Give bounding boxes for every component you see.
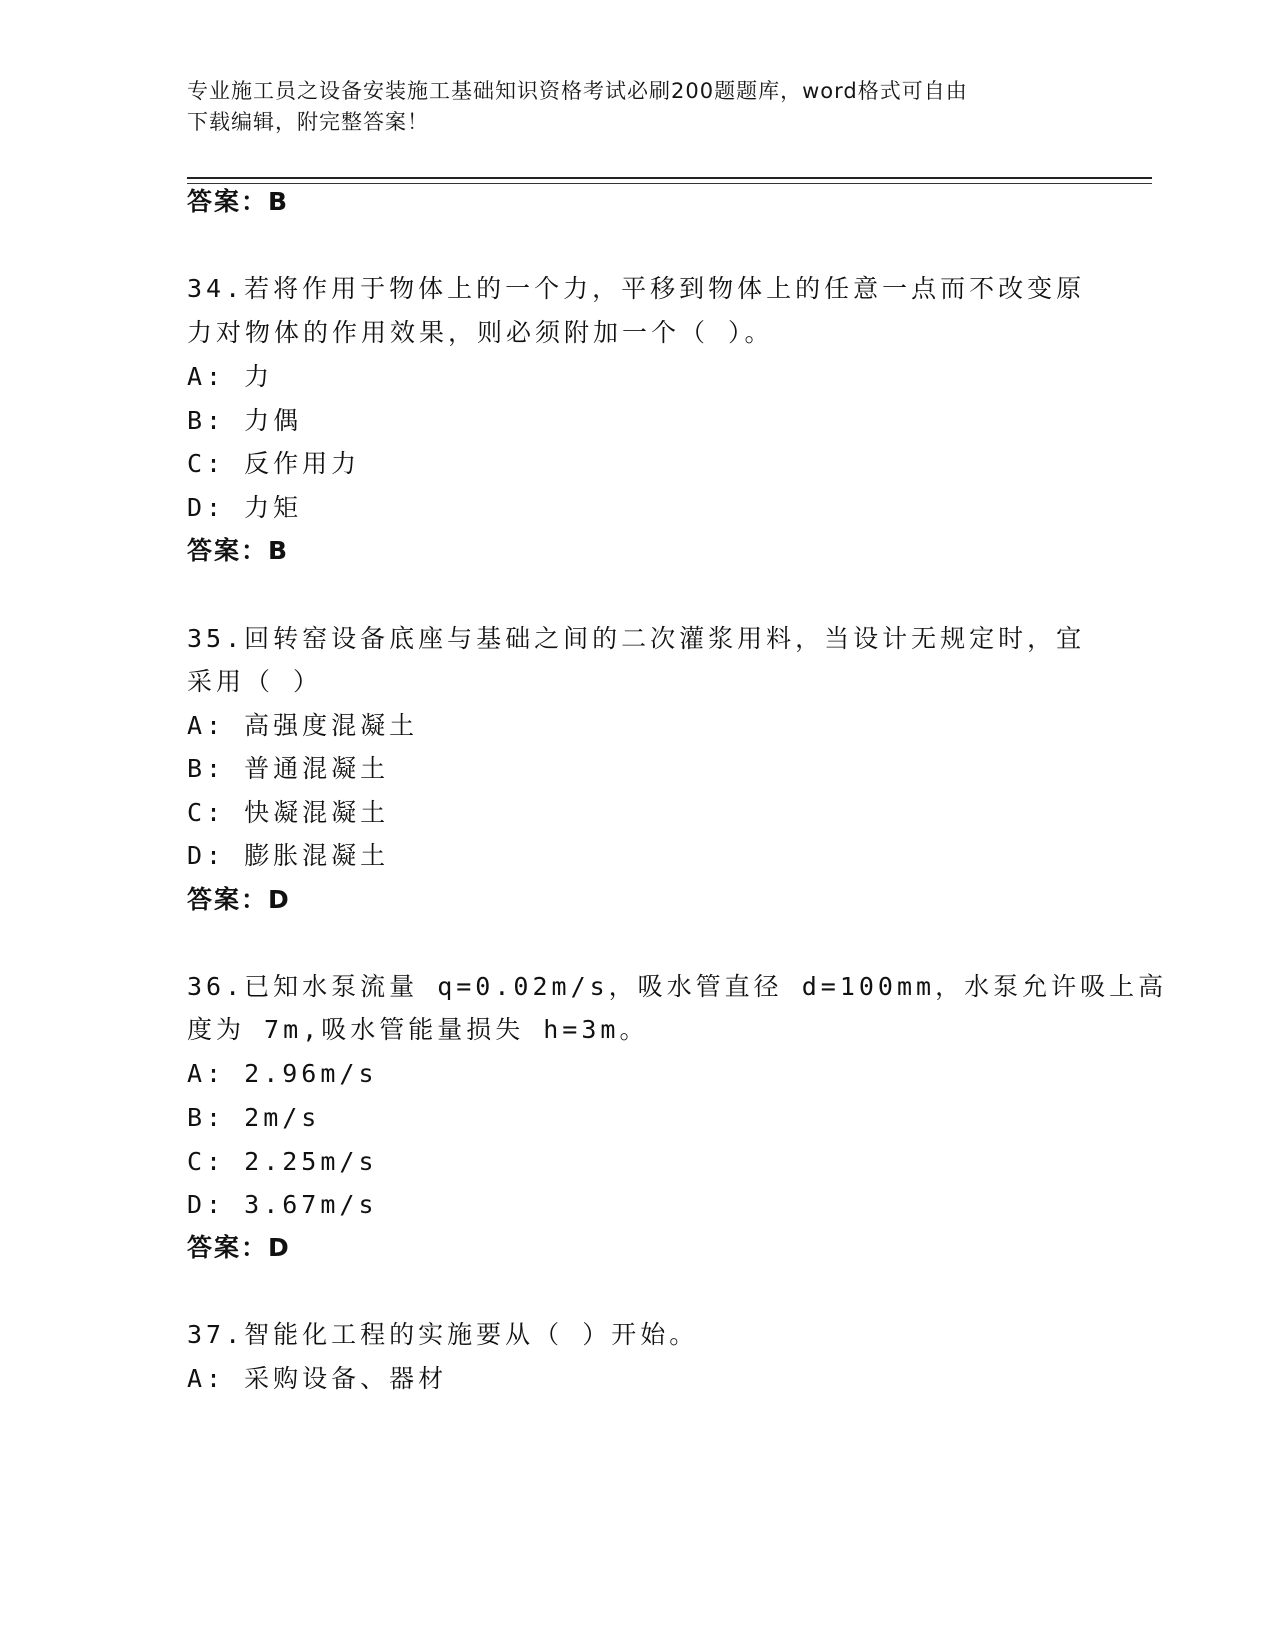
option-a: A: 力 xyxy=(187,362,274,391)
option-b: B: 2m/s xyxy=(187,1103,321,1132)
option-c: C: 快凝混凝土 xyxy=(187,798,390,827)
option-a: A: 2.96m/s xyxy=(187,1059,378,1088)
question-stem-34-cont: 力对物体的作用效果，则必须附加一个（ ）。 xyxy=(187,318,774,347)
answer-label: 答案：B xyxy=(187,187,290,216)
header-line-2: 下载编辑，附完整答案！ xyxy=(187,110,429,134)
question-stem-35: 35.回转窑设备底座与基础之间的二次灌浆用料，当设计无规定时，宜 xyxy=(187,624,1086,653)
header-divider-thin xyxy=(187,183,1152,184)
question-stem-35-cont: 采用（ ） xyxy=(187,667,323,696)
header-divider-thick xyxy=(187,177,1152,179)
option-a: A: 高强度混凝土 xyxy=(187,711,419,740)
header-line-1: 专业施工员之设备安装施工基础知识资格考试必刷200题题库，word格式可自由 xyxy=(187,79,968,103)
answer-label: 答案：B xyxy=(187,536,290,565)
option-d: D: 膨胀混凝土 xyxy=(187,841,390,870)
option-a: A: 采购设备、器材 xyxy=(187,1364,448,1393)
option-b: B: 普通混凝土 xyxy=(187,754,390,783)
question-stem-37: 37.智能化工程的实施要从（ ）开始。 xyxy=(187,1320,699,1349)
question-stem-36-cont: 度为 7m,吸水管能量损失 h=3m。 xyxy=(187,1015,649,1044)
answer-label: 答案：D xyxy=(187,885,291,914)
option-b: B: 力偶 xyxy=(187,406,303,435)
option-d: D: 3.67m/s xyxy=(187,1190,378,1219)
option-d: D: 力矩 xyxy=(187,493,303,522)
question-stem-36: 36.已知水泵流量 q=0.02m/s，吸水管直径 d=100mm，水泵允许吸上高 xyxy=(187,972,1168,1001)
document-header xyxy=(187,76,1067,138)
question-stem-34: 34.若将作用于物体上的一个力，平移到物体上的任意一点而不改变原 xyxy=(187,274,1086,303)
option-c: C: 2.25m/s xyxy=(187,1147,378,1176)
answer-label: 答案：D xyxy=(187,1233,291,1262)
option-c: C: 反作用力 xyxy=(187,449,361,478)
